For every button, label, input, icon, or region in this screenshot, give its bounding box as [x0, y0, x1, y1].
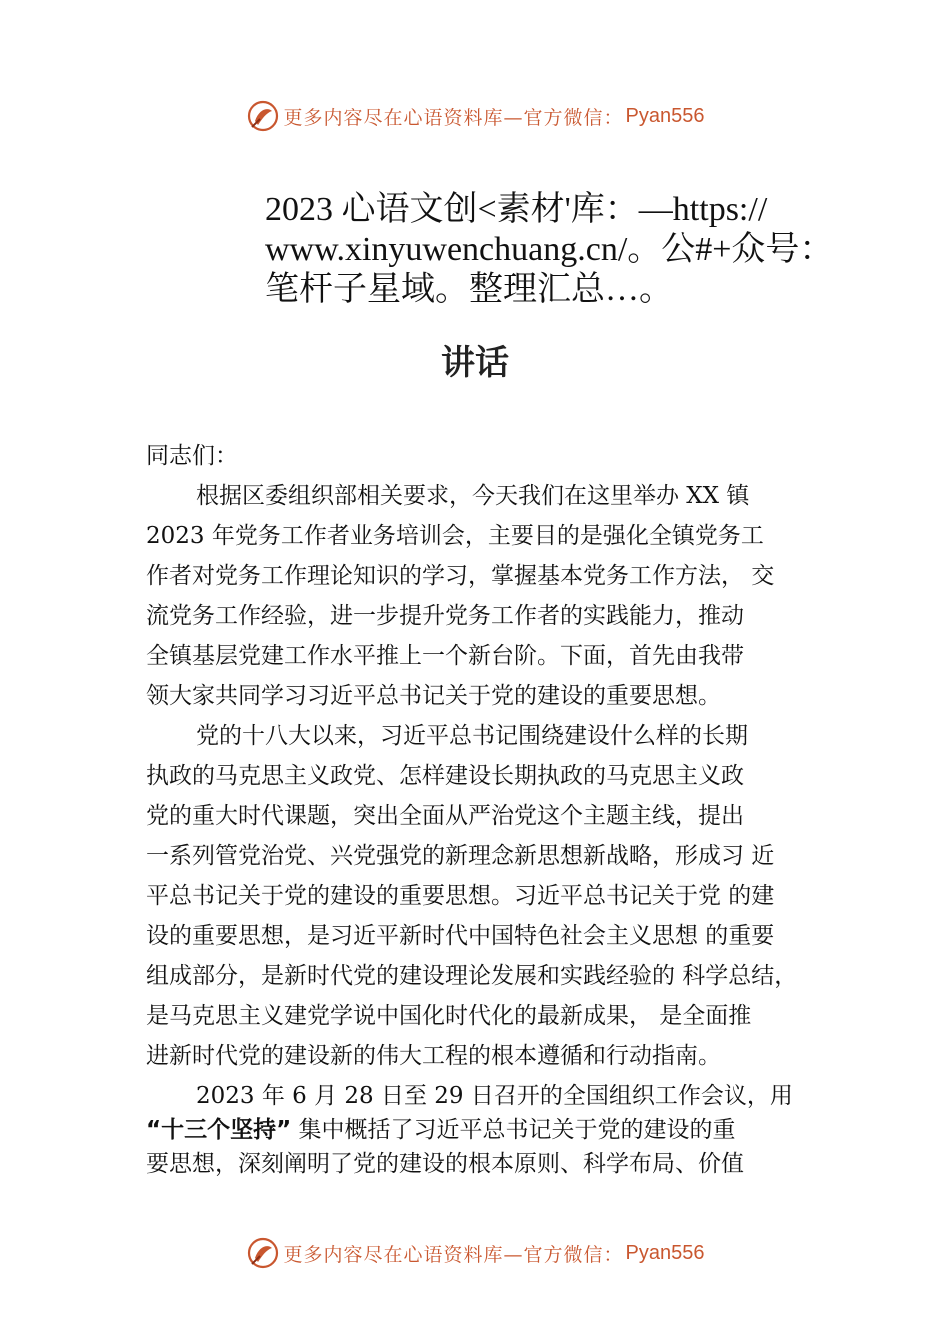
text-line: 设的重要思想，是习近平新时代中国特色社会主义思想 的重要: [146, 923, 775, 949]
banner-wechat-id: Pyan556: [625, 1241, 705, 1264]
footer-banner: [0, 1233, 950, 1273]
salutation: 同志们：: [146, 443, 238, 469]
text-line: 执政的马克思主义政党、怎样建设长期执政的马克思主义政: [146, 763, 744, 789]
text-line: 是马克思主义建党学说中国化时代化的最新成果， 是全面推: [146, 1003, 752, 1029]
text-line: 党的十八大以来，习近平总书记围绕建设什么样的长期: [196, 723, 748, 749]
brand-logo-icon: [246, 99, 280, 133]
banner-wechat-id: Pyan556: [625, 104, 705, 127]
text-line: 2023 年 6 月 28 日至 29 日召开的全国组织工作会议，用: [196, 1083, 793, 1109]
banner-text: 更多内容尽在心语资料库—官方微信：: [283, 106, 624, 129]
header-banner: [0, 96, 950, 136]
brand-logo-icon: [246, 1236, 280, 1270]
text-line: 党的重大时代课题，突出全面从严治党这个主题主线，提出: [146, 803, 744, 829]
text-line: 要思想，深刻阐明了党的建设的根本原则、科学布局、价值: [146, 1151, 744, 1177]
watermark-line: www.xinyuwenchuang.cn/。公#+众号：: [265, 231, 834, 268]
text-line: 领大家共同学习习近平总书记关于党的建设的重要思想。: [146, 683, 721, 709]
text-line: 根据区委组织部相关要求，今天我们在这里举办 XX 镇: [196, 483, 750, 509]
text-line: 一系列管党治党、兴党强党的新理念新思想新战略，形成习 近: [146, 843, 775, 869]
text-line: 作者对党务工作理论知识的学习，掌握基本党务工作方法， 交: [146, 563, 775, 589]
text-line: 全镇基层党建工作水平推上一个新台阶。下面，首先由我带: [146, 643, 744, 669]
text-line: 进新时代党的建设新的伟大工程的根本遵循和行动指南。: [146, 1043, 721, 1069]
text-span: 集中概括了习近平总书记关于党的建设的重: [291, 1117, 736, 1143]
emphasis-phrase: “十三个坚持”: [146, 1117, 292, 1143]
text-line: 组成部分，是新时代党的建设理论发展和实践经验的 科学总结，: [146, 963, 798, 989]
watermark-line: 笔杆子星域。整理汇总…。: [265, 271, 673, 308]
text-line: 2023 年党务工作者业务培训会，主要目的是强化全镇党务工: [146, 523, 764, 549]
text-line: 平总书记关于党的建设的重要思想。习近平总书记关于党 的建: [146, 883, 775, 909]
banner-text: 更多内容尽在心语资料库—官方微信：: [283, 1243, 624, 1266]
text-line: 流党务工作经验，进一步提升党务工作者的实践能力，推动: [146, 603, 744, 629]
watermark-line: 2023 心语文创<素材'库：—https://: [265, 191, 768, 228]
document-title: 讲话: [441, 343, 509, 383]
source-watermark: [265, 190, 865, 310]
